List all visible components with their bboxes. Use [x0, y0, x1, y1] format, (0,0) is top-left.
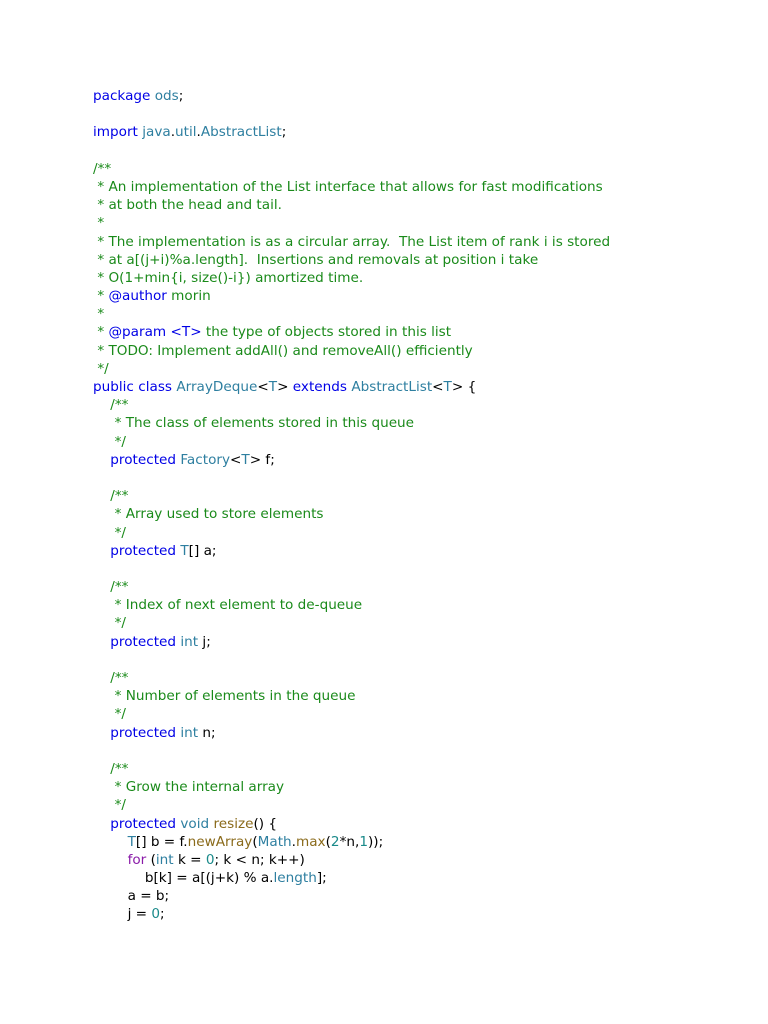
keyword-token: protected — [110, 633, 177, 650]
code-line — [93, 87, 610, 105]
code-token: k = — [173, 851, 206, 868]
type-token: int — [180, 633, 199, 650]
code-token: < — [432, 379, 444, 395]
comment-token: /** — [110, 579, 129, 596]
code-listing — [93, 87, 610, 924]
code-line — [93, 796, 610, 814]
code-line — [93, 233, 610, 251]
keyword-token: import — [93, 124, 138, 141]
number-token: 0 — [151, 906, 161, 923]
code-line — [93, 323, 610, 341]
type-token: Factory — [180, 451, 231, 468]
code-token: a = b; — [93, 888, 170, 905]
code-token: )); — [367, 833, 384, 850]
type-token: T — [241, 451, 250, 468]
comment-token: /** — [110, 488, 129, 505]
code-token: ; — [160, 906, 165, 923]
type-token: T — [443, 379, 452, 395]
keyword-token: protected — [110, 815, 177, 832]
type-token: void — [180, 815, 210, 832]
comment-token: * TODO: Implement addAll() and removeAll() efficiently — [93, 342, 473, 359]
code-line — [93, 760, 610, 778]
comment-token: */ — [93, 797, 126, 814]
code-token — [93, 452, 110, 468]
code-token: () { — [253, 815, 278, 832]
code-line — [93, 360, 610, 378]
number-token: 0 — [205, 851, 215, 868]
code-line — [93, 742, 610, 760]
code-token: < — [230, 451, 242, 468]
code-token: j; — [198, 633, 211, 650]
comment-token: */ — [93, 706, 126, 723]
code-line — [93, 833, 610, 851]
type-token: int — [180, 724, 199, 741]
code-line — [93, 851, 610, 869]
doc-tag-token: <T> — [170, 324, 202, 341]
code-token — [93, 488, 110, 504]
code-line — [93, 214, 610, 232]
code-token: ]; — [316, 870, 327, 887]
code-token — [93, 579, 110, 595]
keyword-token: class — [138, 379, 172, 395]
code-token: ( — [252, 833, 258, 850]
code-token — [93, 670, 110, 686]
keyword-token: protected — [110, 542, 177, 559]
doc-tag-token: @author — [108, 288, 167, 305]
type-token: length — [273, 870, 317, 887]
number-token: 2 — [330, 833, 340, 850]
code-line — [93, 905, 610, 923]
comment-token: /** — [110, 760, 129, 777]
code-line — [93, 396, 610, 414]
code-token — [93, 761, 110, 777]
code-token: j = — [93, 906, 152, 923]
comment-token: the type of objects stored in this list — [201, 324, 452, 341]
code-token: ( — [325, 833, 331, 850]
comment-token: * — [93, 215, 105, 232]
code-line — [93, 578, 610, 596]
code-token — [93, 634, 110, 650]
code-line — [93, 378, 610, 396]
comment-token: * at both the head and tail. — [93, 197, 282, 214]
code-token: b[k] = a[(j+k) % a. — [93, 870, 274, 887]
code-token — [93, 397, 110, 413]
code-token: ; — [281, 124, 287, 141]
comment-token: * — [93, 306, 105, 323]
comment-token: */ — [93, 360, 109, 377]
comment-token: /** — [110, 397, 129, 414]
keyword-token: extends — [292, 379, 347, 395]
comment-token: */ — [93, 524, 126, 541]
code-line — [93, 542, 610, 560]
code-line — [93, 887, 610, 905]
code-line — [93, 251, 610, 269]
code-line — [93, 596, 610, 614]
code-token: *n, — [339, 833, 360, 850]
number-token: 1 — [359, 833, 368, 850]
comment-token: * Index of next element to de-queue — [93, 597, 363, 614]
code-line — [93, 705, 610, 723]
control-keyword-token: for — [127, 851, 147, 868]
code-line — [93, 505, 610, 523]
code-line — [93, 142, 610, 160]
code-line — [93, 487, 610, 505]
code-line — [93, 633, 610, 651]
code-line — [93, 724, 610, 742]
code-line — [93, 651, 610, 669]
code-line — [93, 778, 610, 796]
code-token: ; k < n; k++) — [214, 851, 305, 868]
code-line — [93, 287, 610, 305]
type-token: T — [127, 833, 136, 850]
comment-token: */ — [93, 615, 126, 632]
keyword-token: protected — [110, 724, 177, 741]
code-line — [93, 669, 610, 687]
type-token: AbstractList — [351, 379, 433, 395]
type-token: ods — [154, 88, 179, 104]
type-token: Math — [257, 833, 292, 850]
method-token: max — [295, 833, 326, 850]
code-line — [93, 123, 610, 141]
code-line — [93, 451, 610, 469]
code-line — [93, 269, 610, 287]
type-token: AbstractList — [200, 124, 282, 141]
code-token: > — [277, 379, 293, 395]
code-token: . — [291, 833, 296, 850]
code-token — [93, 543, 110, 559]
code-token — [93, 816, 110, 832]
code-line — [93, 342, 610, 360]
code-token: n; — [198, 724, 216, 741]
code-token: ; — [178, 88, 184, 104]
keyword-token: public — [93, 379, 134, 395]
comment-token: /** — [110, 670, 129, 686]
code-token: [] a; — [188, 542, 217, 559]
code-line — [93, 160, 610, 178]
type-token: T — [268, 379, 278, 395]
code-line — [93, 433, 610, 451]
code-line — [93, 869, 610, 887]
code-line — [93, 305, 610, 323]
comment-token: */ — [93, 433, 126, 450]
type-token: int — [155, 851, 174, 868]
comment-token: * — [93, 324, 109, 341]
comment-token: * O(1+min{i, size()-i}) amortized time. — [93, 269, 364, 286]
code-token: . — [170, 124, 176, 141]
comment-token: * — [93, 288, 109, 305]
code-line — [93, 196, 610, 214]
type-token: T — [180, 542, 189, 559]
code-line — [93, 105, 610, 123]
method-token: newArray — [187, 833, 253, 850]
code-token: ( — [146, 851, 156, 868]
keyword-token: protected — [110, 451, 177, 468]
comment-token: * Array used to store elements — [93, 506, 324, 523]
type-token: java — [142, 124, 171, 141]
comment-token: * The implementation is as a circular array. The List item of rank i is stored — [93, 233, 611, 250]
comment-token: * Number of elements in the queue — [93, 688, 356, 705]
code-token: < — [257, 379, 269, 395]
code-line — [93, 815, 610, 833]
comment-token: * at a[(j+i)%a.length]. Insertions and removals at position i take — [93, 251, 539, 268]
code-token — [93, 834, 128, 850]
keyword-token: package — [93, 88, 151, 104]
code-line — [93, 414, 610, 432]
code-token: > f; — [249, 451, 275, 468]
code-line — [93, 178, 610, 196]
comment-token: * The class of elements stored in this queue — [93, 415, 415, 432]
comment-token: /** — [93, 160, 112, 177]
type-token: util — [175, 124, 197, 141]
code-line — [93, 687, 610, 705]
code-token — [93, 725, 110, 741]
type-token: ArrayDeque — [176, 379, 258, 395]
code-line — [93, 614, 610, 632]
comment-token: * Grow the internal array — [93, 779, 285, 796]
code-line — [93, 560, 610, 578]
doc-tag-token: @param — [108, 324, 167, 341]
code-token: > { — [451, 379, 477, 395]
code-token: . — [196, 124, 201, 141]
method-token: resize — [213, 815, 254, 832]
code-line — [93, 469, 610, 487]
comment-token: morin — [166, 288, 211, 305]
code-line — [93, 524, 610, 542]
code-token — [93, 852, 128, 868]
comment-token: * An implementation of the List interface that allows for fast modifications — [93, 178, 603, 195]
code-token: [] b = f. — [135, 833, 188, 850]
